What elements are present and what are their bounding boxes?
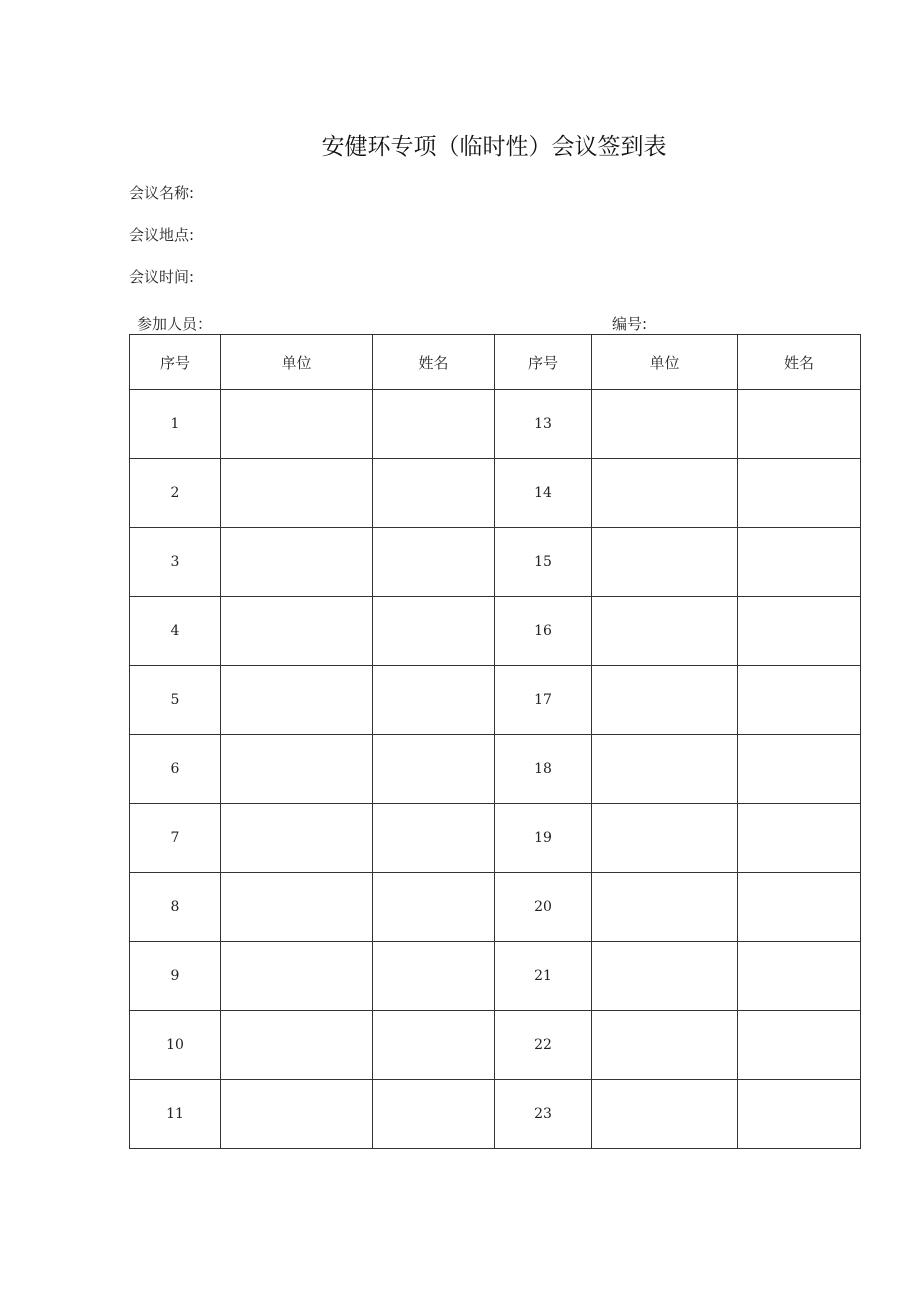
unit-cell-right[interactable] bbox=[592, 528, 738, 597]
unit-cell-left[interactable] bbox=[221, 873, 373, 942]
seq-cell-left: 6 bbox=[130, 735, 221, 804]
unit-cell-left[interactable] bbox=[221, 1080, 373, 1149]
seq-cell-left: 1 bbox=[130, 390, 221, 459]
name-cell-left[interactable] bbox=[373, 390, 495, 459]
unit-cell-left[interactable] bbox=[221, 1011, 373, 1080]
unit-cell-left[interactable] bbox=[221, 528, 373, 597]
name-cell-left[interactable] bbox=[373, 528, 495, 597]
header-unit-left: 单位 bbox=[221, 335, 373, 390]
unit-cell-right[interactable] bbox=[592, 1080, 738, 1149]
header-unit-right: 单位 bbox=[592, 335, 738, 390]
name-cell-right[interactable] bbox=[738, 873, 861, 942]
name-cell-right[interactable] bbox=[738, 528, 861, 597]
name-cell-right[interactable] bbox=[738, 735, 861, 804]
table-row bbox=[130, 873, 861, 942]
name-cell-right[interactable] bbox=[738, 666, 861, 735]
seq-cell-right: 23 bbox=[495, 1080, 592, 1149]
header-seq-right: 序号 bbox=[495, 335, 592, 390]
name-cell-left[interactable] bbox=[373, 459, 495, 528]
name-cell-left[interactable] bbox=[373, 942, 495, 1011]
unit-cell-left[interactable] bbox=[221, 804, 373, 873]
unit-cell-right[interactable] bbox=[592, 735, 738, 804]
name-cell-left[interactable] bbox=[373, 804, 495, 873]
attendees-label: 参加人员： bbox=[137, 315, 213, 333]
page-title: 安健环专项（临时性）会议签到表 bbox=[321, 134, 667, 160]
name-cell-right[interactable] bbox=[738, 459, 861, 528]
name-cell-right[interactable] bbox=[738, 597, 861, 666]
seq-cell-left: 9 bbox=[130, 942, 221, 1011]
seq-cell-right: 14 bbox=[495, 459, 592, 528]
seq-cell-right: 17 bbox=[495, 666, 592, 735]
unit-cell-left[interactable] bbox=[221, 390, 373, 459]
seq-cell-right: 13 bbox=[495, 390, 592, 459]
unit-cell-left[interactable] bbox=[221, 459, 373, 528]
table-row bbox=[130, 735, 861, 804]
name-cell-right[interactable] bbox=[738, 390, 861, 459]
table-row bbox=[130, 942, 861, 1011]
seq-cell-left: 5 bbox=[130, 666, 221, 735]
seq-cell-left: 10 bbox=[130, 1011, 221, 1080]
unit-cell-right[interactable] bbox=[592, 666, 738, 735]
seq-cell-right: 21 bbox=[495, 942, 592, 1011]
name-cell-left[interactable] bbox=[373, 873, 495, 942]
name-cell-right[interactable] bbox=[738, 942, 861, 1011]
table-row bbox=[130, 390, 861, 459]
meeting-name-label: 会议名称: bbox=[129, 184, 195, 202]
table-row bbox=[130, 597, 861, 666]
unit-cell-left[interactable] bbox=[221, 597, 373, 666]
name-cell-right[interactable] bbox=[738, 804, 861, 873]
table-row bbox=[130, 459, 861, 528]
table-row bbox=[130, 528, 861, 597]
sign-in-table bbox=[129, 334, 861, 1149]
unit-cell-right[interactable] bbox=[592, 597, 738, 666]
name-cell-left[interactable] bbox=[373, 666, 495, 735]
unit-cell-right[interactable] bbox=[592, 873, 738, 942]
seq-cell-right: 15 bbox=[495, 528, 592, 597]
name-cell-right[interactable] bbox=[738, 1011, 861, 1080]
unit-cell-right[interactable] bbox=[592, 390, 738, 459]
table-header-row bbox=[130, 335, 861, 390]
unit-cell-right[interactable] bbox=[592, 459, 738, 528]
unit-cell-right[interactable] bbox=[592, 1011, 738, 1080]
meeting-place-label: 会议地点: bbox=[129, 226, 195, 244]
header-name-right: 姓名 bbox=[738, 335, 861, 390]
name-cell-left[interactable] bbox=[373, 735, 495, 804]
name-cell-left[interactable] bbox=[373, 1080, 495, 1149]
seq-cell-right: 18 bbox=[495, 735, 592, 804]
serial-number-label: 编号: bbox=[612, 315, 648, 333]
unit-cell-left[interactable] bbox=[221, 735, 373, 804]
unit-cell-left[interactable] bbox=[221, 666, 373, 735]
header-seq-left: 序号 bbox=[130, 335, 221, 390]
table-row bbox=[130, 1011, 861, 1080]
seq-cell-right: 22 bbox=[495, 1011, 592, 1080]
name-cell-left[interactable] bbox=[373, 597, 495, 666]
seq-cell-right: 20 bbox=[495, 873, 592, 942]
table-row bbox=[130, 1080, 861, 1149]
unit-cell-left[interactable] bbox=[221, 942, 373, 1011]
seq-cell-left: 7 bbox=[130, 804, 221, 873]
seq-cell-left: 3 bbox=[130, 528, 221, 597]
name-cell-right[interactable] bbox=[738, 1080, 861, 1149]
seq-cell-right: 16 bbox=[495, 597, 592, 666]
seq-cell-left: 2 bbox=[130, 459, 221, 528]
seq-cell-right: 19 bbox=[495, 804, 592, 873]
name-cell-left[interactable] bbox=[373, 1011, 495, 1080]
unit-cell-right[interactable] bbox=[592, 942, 738, 1011]
meeting-time-label: 会议时间: bbox=[129, 268, 195, 286]
unit-cell-right[interactable] bbox=[592, 804, 738, 873]
table-row bbox=[130, 804, 861, 873]
seq-cell-left: 11 bbox=[130, 1080, 221, 1149]
table-row bbox=[130, 666, 861, 735]
seq-cell-left: 4 bbox=[130, 597, 221, 666]
seq-cell-left: 8 bbox=[130, 873, 221, 942]
header-name-left: 姓名 bbox=[373, 335, 495, 390]
